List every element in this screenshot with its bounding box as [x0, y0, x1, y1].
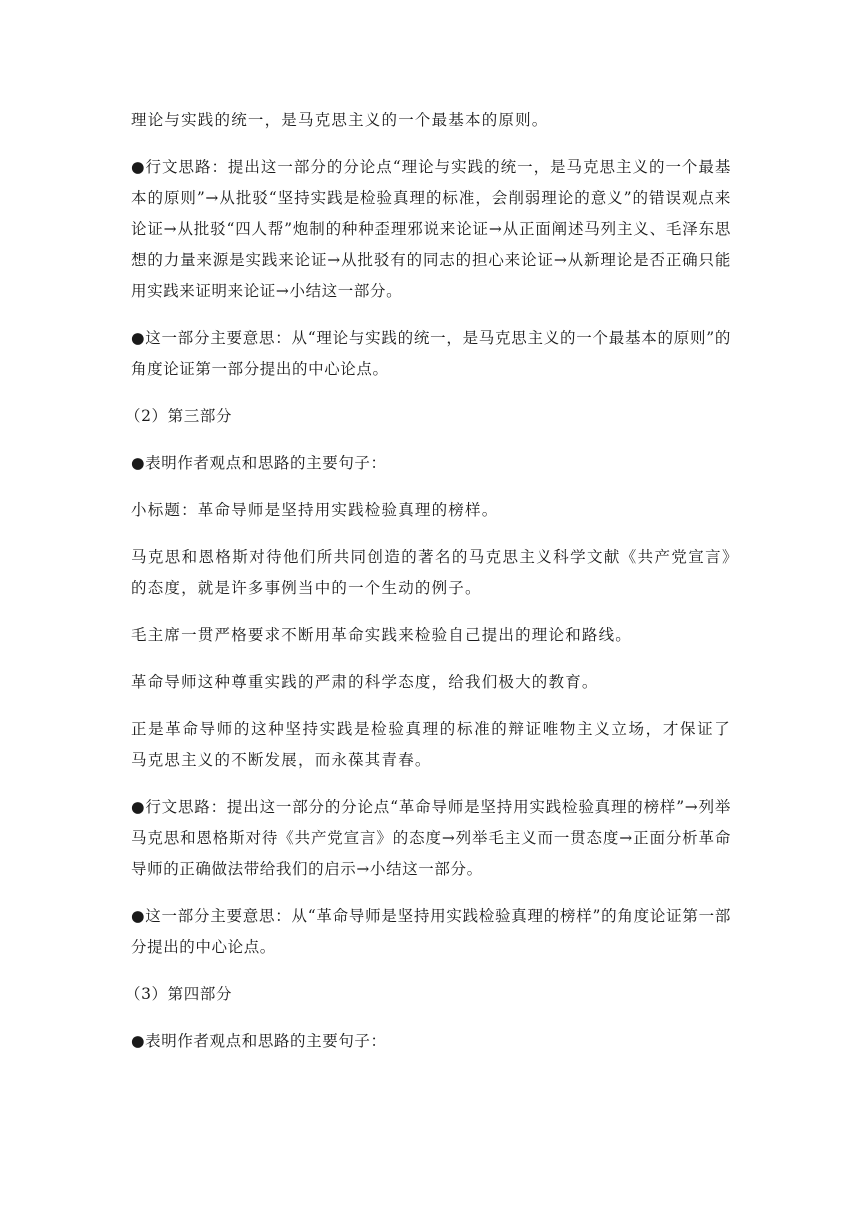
- writing-approach-part2: ●行文思路：提出这一部分的分论点“理论与实践的统一，是马克思主义的一个最基本的原则”→从批驳“坚持实践是检验真理的标准，会削弱理论的意义”的错误观点来论证→从批驳“四人帮”炮制的种种歪理邪说来论证→从正面阐述马列主义、毛泽东思想的力量来源是实践来论证→从批驳有的同志的担心来论证→从新理论是否正确只能用实践来证明来论证→小结这一部分。: [131, 158, 731, 300]
- section-heading-part4: （3）第四部分: [125, 985, 233, 1003]
- quote-dialectical-materialism: 正是革命导师的这种坚持实践是检验真理的标准的辩证唯物主义立场，才保证了马克思主义的不断发展，而永葆其青春。: [131, 720, 731, 769]
- quote-marx-engels: 马克思和恩格斯对待他们所共同创造的著名的马克思主义科学文献《共产党宣言》的态度，就是许多事例当中的一个生动的例子。: [131, 548, 731, 597]
- main-idea-part2: ●这一部分主要意思：从“理论与实践的统一，是马克思主义的一个最基本的原则”的角度论证第一部分提出的中心论点。: [131, 329, 731, 378]
- writing-approach-part3: ●行文思路：提出这一部分的分论点“革命导师是坚持用实践检验真理的榜样”→列举马克思和恩格斯对待《共产党宣言》的态度→列举毛主义而一贯态度→正面分析革命导师的正确做法带给我们的启示→小结这一部分。: [131, 798, 731, 878]
- quote-scientific-attitude: 革命导师这种尊重实践的严肃的科学态度，给我们极大的教育。: [131, 673, 599, 691]
- section-heading-part3: （2）第三部分: [125, 407, 233, 425]
- key-sentences-label-part4: ●表明作者观点和思路的主要句子：: [131, 1032, 387, 1050]
- main-idea-part3: ●这一部分主要意思：从“革命导师是坚持用实践检验真理的榜样”的角度论证第一部分提出的中心论点。: [131, 907, 731, 956]
- quote-chairman-mao: 毛主席一贯严格要求不断用革命实践来检验自己提出的理论和路线。: [131, 626, 633, 644]
- quote-subtitle: 小标题：革命导师是坚持用实践检验真理的榜样。: [131, 501, 499, 519]
- key-sentences-label-part3: ●表明作者观点和思路的主要句子：: [131, 454, 387, 472]
- document-body: [125, 105, 731, 1073]
- quote-principle: 理论与实践的统一，是马克思主义的一个最基本的原则。: [131, 111, 549, 129]
